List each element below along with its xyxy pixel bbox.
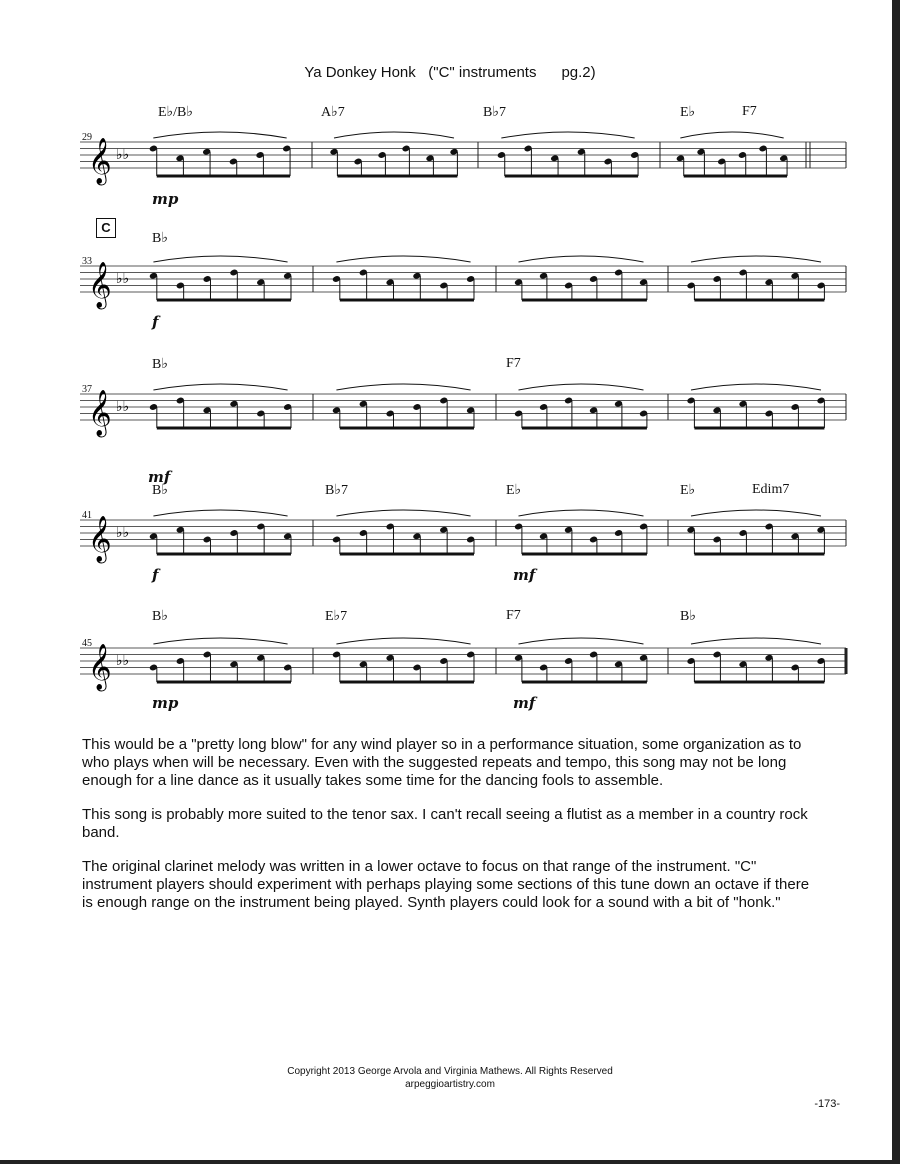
slur	[334, 132, 454, 138]
page-bottom-edge	[0, 1160, 900, 1164]
flat-icon: ♭♭	[116, 399, 130, 415]
slur	[153, 384, 287, 390]
slur	[691, 256, 821, 262]
flat-icon: ♭♭	[116, 271, 130, 287]
chord-symbol: B♭	[152, 357, 168, 372]
chord-symbol: F7	[506, 608, 521, 623]
music-staff	[0, 254, 900, 324]
paragraph: This would be a "pretty long blow" for any wind player so in a performance situation, some organization as to who plays when will be necessary. Even with the suggested repeats and tempo, this song may not be long enough for a line dance as it usually takes some time for the dancing fools to assemble.	[82, 736, 802, 789]
slur	[153, 510, 287, 516]
chord-symbol: B♭	[152, 609, 168, 624]
slur	[336, 384, 470, 390]
chord-symbol: B♭7	[325, 483, 348, 498]
paragraph: The original clarinet melody was written in a lower octave to focus on that range of the instrument. "C" instrument players should experiment with perhaps playing some sections of this tune down an octave if there is enough range on the instrument being played. Synth players could look for a sound with a bit of "honk."	[82, 858, 810, 911]
slur	[153, 132, 286, 138]
slur	[691, 638, 821, 644]
chord-symbol: B♭7	[483, 105, 506, 120]
dynamic-marking: f	[152, 313, 159, 331]
dynamic-marking: mp	[152, 190, 179, 208]
chord-symbol: B♭	[152, 231, 168, 246]
chord-symbol: E♭	[680, 105, 696, 120]
slur	[153, 256, 287, 262]
slur	[691, 384, 821, 390]
slur	[336, 510, 470, 516]
chord-symbol: F7	[506, 356, 521, 371]
chord-symbol: Edim7	[752, 482, 790, 497]
page-edge	[892, 0, 900, 1164]
measure-number: 45	[82, 638, 92, 649]
measure-number: 33	[82, 256, 92, 267]
rehearsal-mark: C	[96, 218, 116, 238]
flat-icon: ♭♭	[116, 653, 130, 669]
copyright-text: Copyright 2013 George Arvola and Virginia Mathews. All Rights Reserved	[287, 1066, 613, 1077]
website-text: arpeggioartistry.com	[405, 1079, 495, 1090]
chord-symbol: A♭7	[321, 105, 345, 120]
slur	[519, 510, 644, 516]
chord-symbol: F7	[742, 104, 757, 119]
chord-symbol: E♭	[506, 483, 522, 498]
chord-symbol: E♭/B♭	[158, 105, 193, 120]
treble-clef-icon: 𝄞	[88, 262, 112, 308]
flat-icon: ♭♭	[116, 147, 130, 163]
measure-number: 41	[82, 510, 92, 521]
dynamic-marking: mf	[513, 566, 536, 584]
slur	[680, 132, 783, 138]
music-staff	[0, 636, 900, 706]
music-staff	[0, 130, 900, 200]
dynamic-marking: f	[152, 566, 159, 584]
dynamic-marking: mf	[513, 694, 536, 712]
flat-icon: ♭♭	[116, 525, 130, 541]
slur	[501, 132, 634, 138]
music-staff	[0, 508, 900, 578]
music-staff	[0, 382, 900, 452]
slur	[336, 638, 470, 644]
measure-number: 37	[82, 384, 92, 395]
chord-symbol: E♭7	[325, 609, 348, 624]
slur	[691, 510, 821, 516]
slur	[519, 384, 644, 390]
treble-clef-icon: 𝄞	[88, 516, 112, 562]
slur	[519, 256, 644, 262]
slur	[519, 638, 644, 644]
treble-clef-icon: 𝄞	[88, 390, 112, 436]
chord-symbol: E♭	[680, 483, 696, 498]
chord-symbol: B♭	[152, 483, 168, 498]
treble-clef-icon: 𝄞	[88, 138, 112, 184]
measure-number: 29	[82, 132, 92, 143]
page-title: Ya Donkey Honk ("C" instruments pg.2)	[304, 64, 596, 81]
treble-clef-icon: 𝄞	[88, 644, 112, 690]
slur	[336, 256, 470, 262]
dynamic-marking: mp	[152, 694, 179, 712]
paragraph: This song is probably more suited to the tenor sax. I can't recall seeing a flutist as a member in a country rock band.	[82, 806, 808, 841]
slur	[153, 638, 287, 644]
page-number: -173-	[814, 1098, 840, 1110]
chord-symbol: B♭	[680, 609, 696, 624]
dynamic-marking: mf	[148, 468, 171, 486]
